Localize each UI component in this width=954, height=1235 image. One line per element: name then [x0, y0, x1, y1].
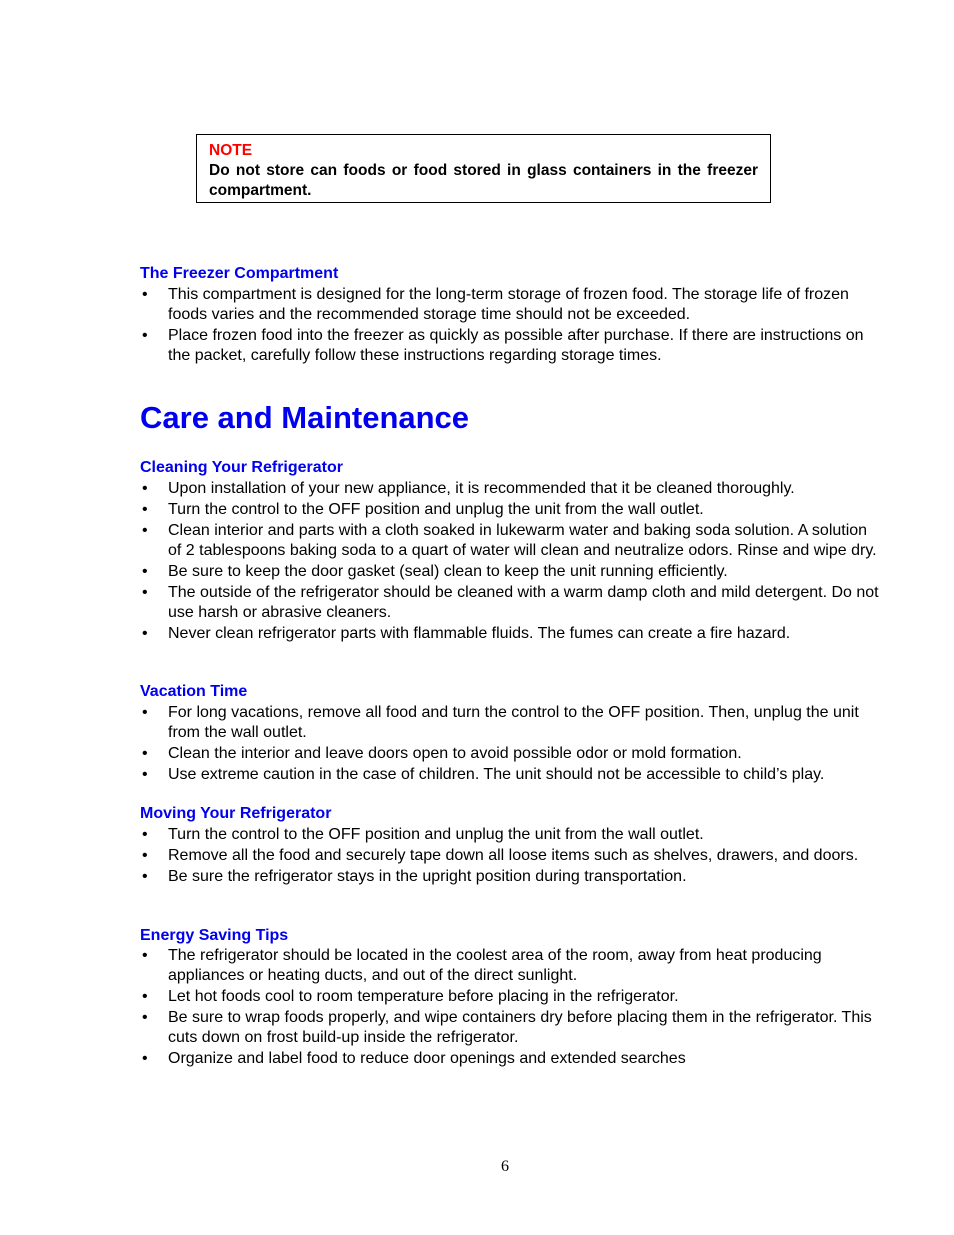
- freezer-list: [140, 285, 880, 367]
- section-title-vacation: Vacation Time: [140, 683, 248, 700]
- list-item: • Never clean refrigerator parts with flammable fluids. The fumes can create a fire hazard.: [140, 624, 880, 644]
- list-item: • Clean the interior and leave doors open to avoid possible odor or mold formation.: [140, 744, 880, 764]
- list-item: • Let hot foods cool to room temperature before placing in the refrigerator.: [140, 987, 880, 1007]
- list-item: • Clean interior and parts with a cloth soaked in lukewarm water and baking soda solution. A solution of 2 tablespoons baking soda to a quart of water will clean and neutralize odors. Rinse and wipe dry.: [140, 521, 880, 561]
- list-item: • Be sure to wrap foods properly, and wipe containers dry before placing them in the refrigerator. This cuts down on frost build-up inside the refrigerator.: [140, 1008, 880, 1048]
- note-box: [196, 134, 771, 203]
- list-item: • This compartment is designed for the long-term storage of frozen food. The storage life of frozen foods varies and the recommended storage time should not be exceeded.: [140, 285, 880, 325]
- note-label: NOTE: [209, 142, 253, 159]
- list-item: • Be sure to keep the door gasket (seal) clean to keep the unit running efficiently.: [140, 562, 880, 582]
- list-item: • Upon installation of your new appliance, it is recommended that it be cleaned thoroughly.: [140, 479, 880, 499]
- vacation-list: [140, 703, 880, 786]
- list-item: • The outside of the refrigerator should be cleaned with a warm damp cloth and mild detergent. Do not use harsh or abrasive cleaners.: [140, 583, 880, 623]
- list-item: • The refrigerator should be located in the coolest area of the room, away from heat producing appliances or heating ducts, and out of the direct sunlight.: [140, 946, 880, 986]
- list-item: • Turn the control to the OFF position and unplug the unit from the wall outlet.: [140, 500, 880, 520]
- list-item: • Place frozen food into the freezer as quickly as possible after purchase. If there are instructions on the packet, carefully follow these instructions regarding storage times.: [140, 326, 880, 366]
- list-item: • Be sure the refrigerator stays in the upright position during transportation.: [140, 867, 880, 887]
- list-item: • For long vacations, remove all food and turn the control to the OFF position. Then, unplug the unit from the wall outlet.: [140, 703, 880, 743]
- list-item: • Remove all the food and securely tape down all loose items such as shelves, drawers, and doors.: [140, 846, 880, 866]
- list-item: • Organize and label food to reduce door openings and extended searches: [140, 1049, 880, 1069]
- page-title: Care and Maintenance: [140, 400, 470, 435]
- moving-list: [140, 825, 880, 888]
- energy-list: [140, 946, 880, 1070]
- list-item: • Turn the control to the OFF position and unplug the unit from the wall outlet.: [140, 825, 880, 845]
- section-title-energy: Energy Saving Tips: [140, 927, 289, 944]
- section-title-moving: Moving Your Refrigerator: [140, 805, 332, 822]
- note-text: Do not store can foods or food stored in glass containers in the freezer compartment.: [209, 162, 758, 199]
- section-title-freezer: The Freezer Compartment: [140, 265, 339, 282]
- page-number: 6: [501, 1158, 509, 1175]
- cleaning-list: [140, 479, 880, 645]
- list-item: • Use extreme caution in the case of children. The unit should not be accessible to child’s play.: [140, 765, 880, 785]
- section-title-cleaning: Cleaning Your Refrigerator: [140, 459, 343, 476]
